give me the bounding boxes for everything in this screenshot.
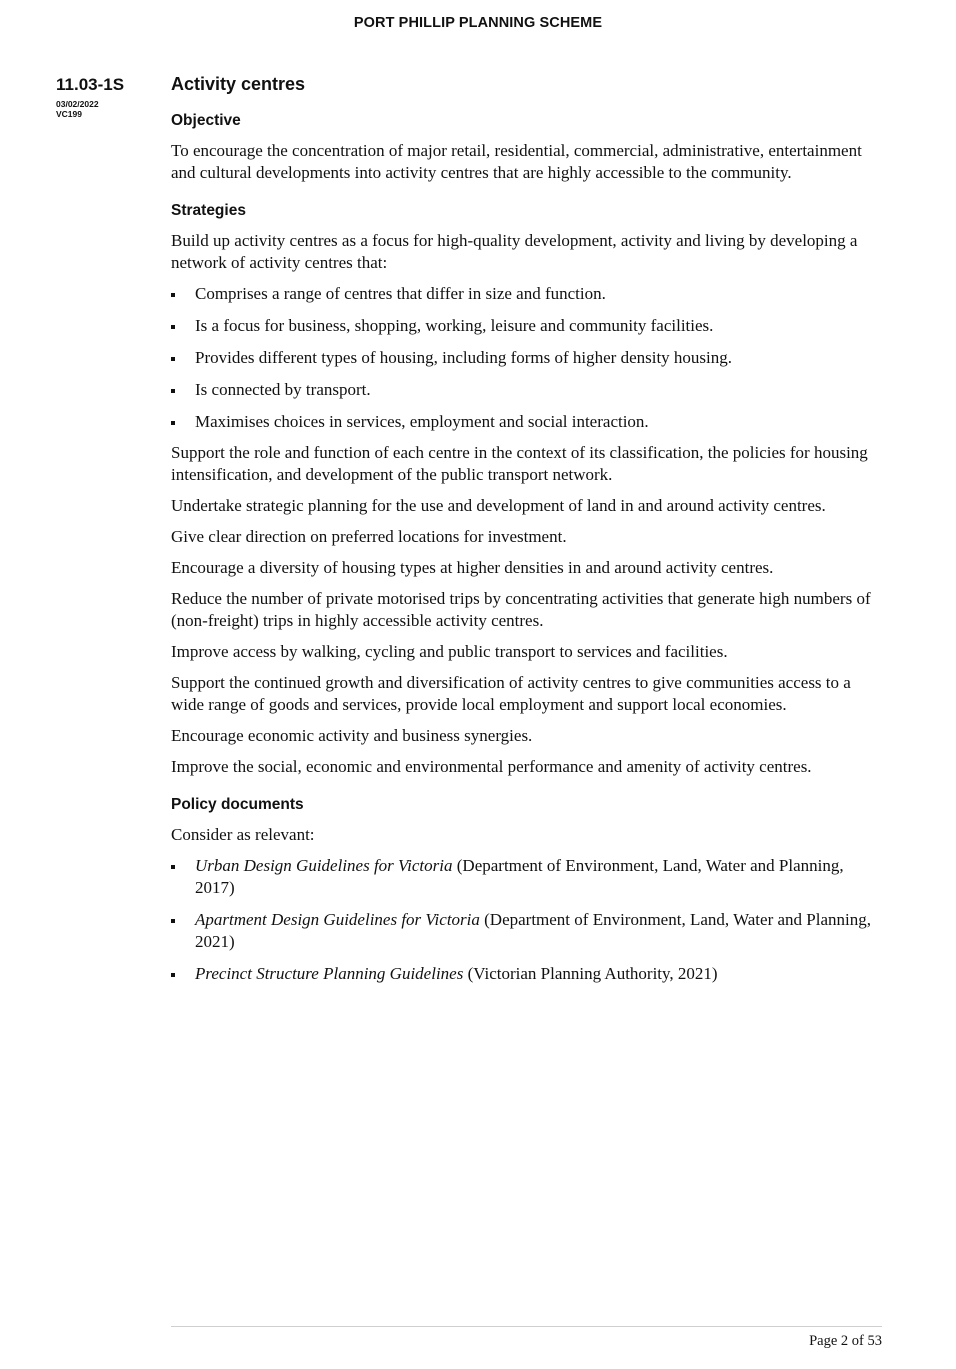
strategy-paragraph: Improve the social, economic and environmental performance and amenity of activity centres. (171, 757, 812, 776)
strategy-paragraph: Improve access by walking, cycling and public transport to services and facilities. (171, 642, 728, 661)
list-item-text: Provides different types of housing, including forms of higher density housing. (195, 348, 733, 367)
policy-document-title: Precinct Structure Planning Guidelines (195, 964, 464, 983)
clause-content (171, 73, 887, 995)
policy-documents-intro: Consider as relevant: (171, 825, 315, 844)
page-number: Page 2 of 53 (809, 1333, 882, 1349)
strategy-paragraph: Encourage economic activity and business synergies. (171, 726, 533, 745)
policy-document-title: Urban Design Guidelines for Victoria (195, 856, 453, 875)
strategy-paragraph: Give clear direction on preferred locations for investment. (171, 527, 567, 546)
bullet-icon (171, 389, 175, 393)
list-item (171, 347, 887, 369)
policy-document-title: Apartment Design Guidelines for Victoria (195, 910, 480, 929)
bullet-icon (171, 865, 175, 869)
policy-document-detail: (Victorian Planning Authority, 2021) (463, 964, 718, 983)
policy-documents-heading: Policy documents (171, 796, 304, 813)
bullet-icon (171, 357, 175, 361)
clause-amendment: VC199 (56, 109, 82, 119)
clause-number: 11.03-1S (56, 75, 125, 94)
bullet-icon (171, 919, 175, 923)
strategies-intro: Build up activity centres as a focus for high-quality development, activity and living by developing a network of activity centres that: (171, 231, 858, 272)
list-item (171, 283, 887, 305)
strategy-paragraph: Reduce the number of private motorised trips by concentrating activities that generate high numbers of (non-freight) trips in highly accessible activity centres. (171, 589, 871, 630)
bullet-icon (171, 325, 175, 329)
policy-document-item (171, 855, 887, 899)
strategy-paragraph: Support the continued growth and diversification of activity centres to give communities access to a wide range of goods and services, provide local employment and support local economies. (171, 673, 851, 714)
clause-meta (56, 99, 99, 119)
bullet-icon (171, 973, 175, 977)
footer-divider (171, 1326, 882, 1327)
list-item (171, 379, 887, 401)
list-item (171, 315, 887, 337)
policy-document-item (171, 963, 887, 985)
bullet-icon (171, 421, 175, 425)
list-item (171, 411, 887, 433)
strategy-paragraph: Support the role and function of each centre in the context of its classification, the policies for housing intensification, and development of the public transport network. (171, 443, 868, 484)
list-item-text: Is connected by transport. (195, 380, 371, 399)
clause-date: 03/02/2022 (56, 99, 99, 109)
policy-document-detail: (Department of Environment, Land, Water and Planning, 2021) (195, 910, 871, 951)
list-item-text: Is a focus for business, shopping, working, leisure and community facilities. (195, 316, 714, 335)
objective-heading: Objective (171, 112, 241, 129)
objective-text: To encourage the concentration of major retail, residential, commercial, administrative, entertainment and cultural developments into activity centres that are highly accessible to the community. (171, 141, 862, 182)
policy-document-detail: (Department of Environment, Land, Water and Planning, 2017) (195, 856, 844, 897)
list-item-text: Comprises a range of centres that differ in size and function. (195, 284, 606, 303)
strategies-bullet-list (171, 283, 887, 433)
policy-document-item (171, 909, 887, 953)
strategy-paragraph: Undertake strategic planning for the use and development of land in and around activity centres. (171, 496, 826, 515)
strategy-paragraph: Encourage a diversity of housing types at higher densities in and around activity centres. (171, 558, 774, 577)
bullet-icon (171, 293, 175, 297)
policy-documents-list (171, 855, 887, 985)
document-header: PORT PHILLIP PLANNING SCHEME (353, 15, 603, 31)
strategies-heading: Strategies (171, 202, 246, 219)
list-item-text: Maximises choices in services, employment and social interaction. (195, 412, 649, 431)
clause-title: Activity centres (171, 74, 306, 94)
